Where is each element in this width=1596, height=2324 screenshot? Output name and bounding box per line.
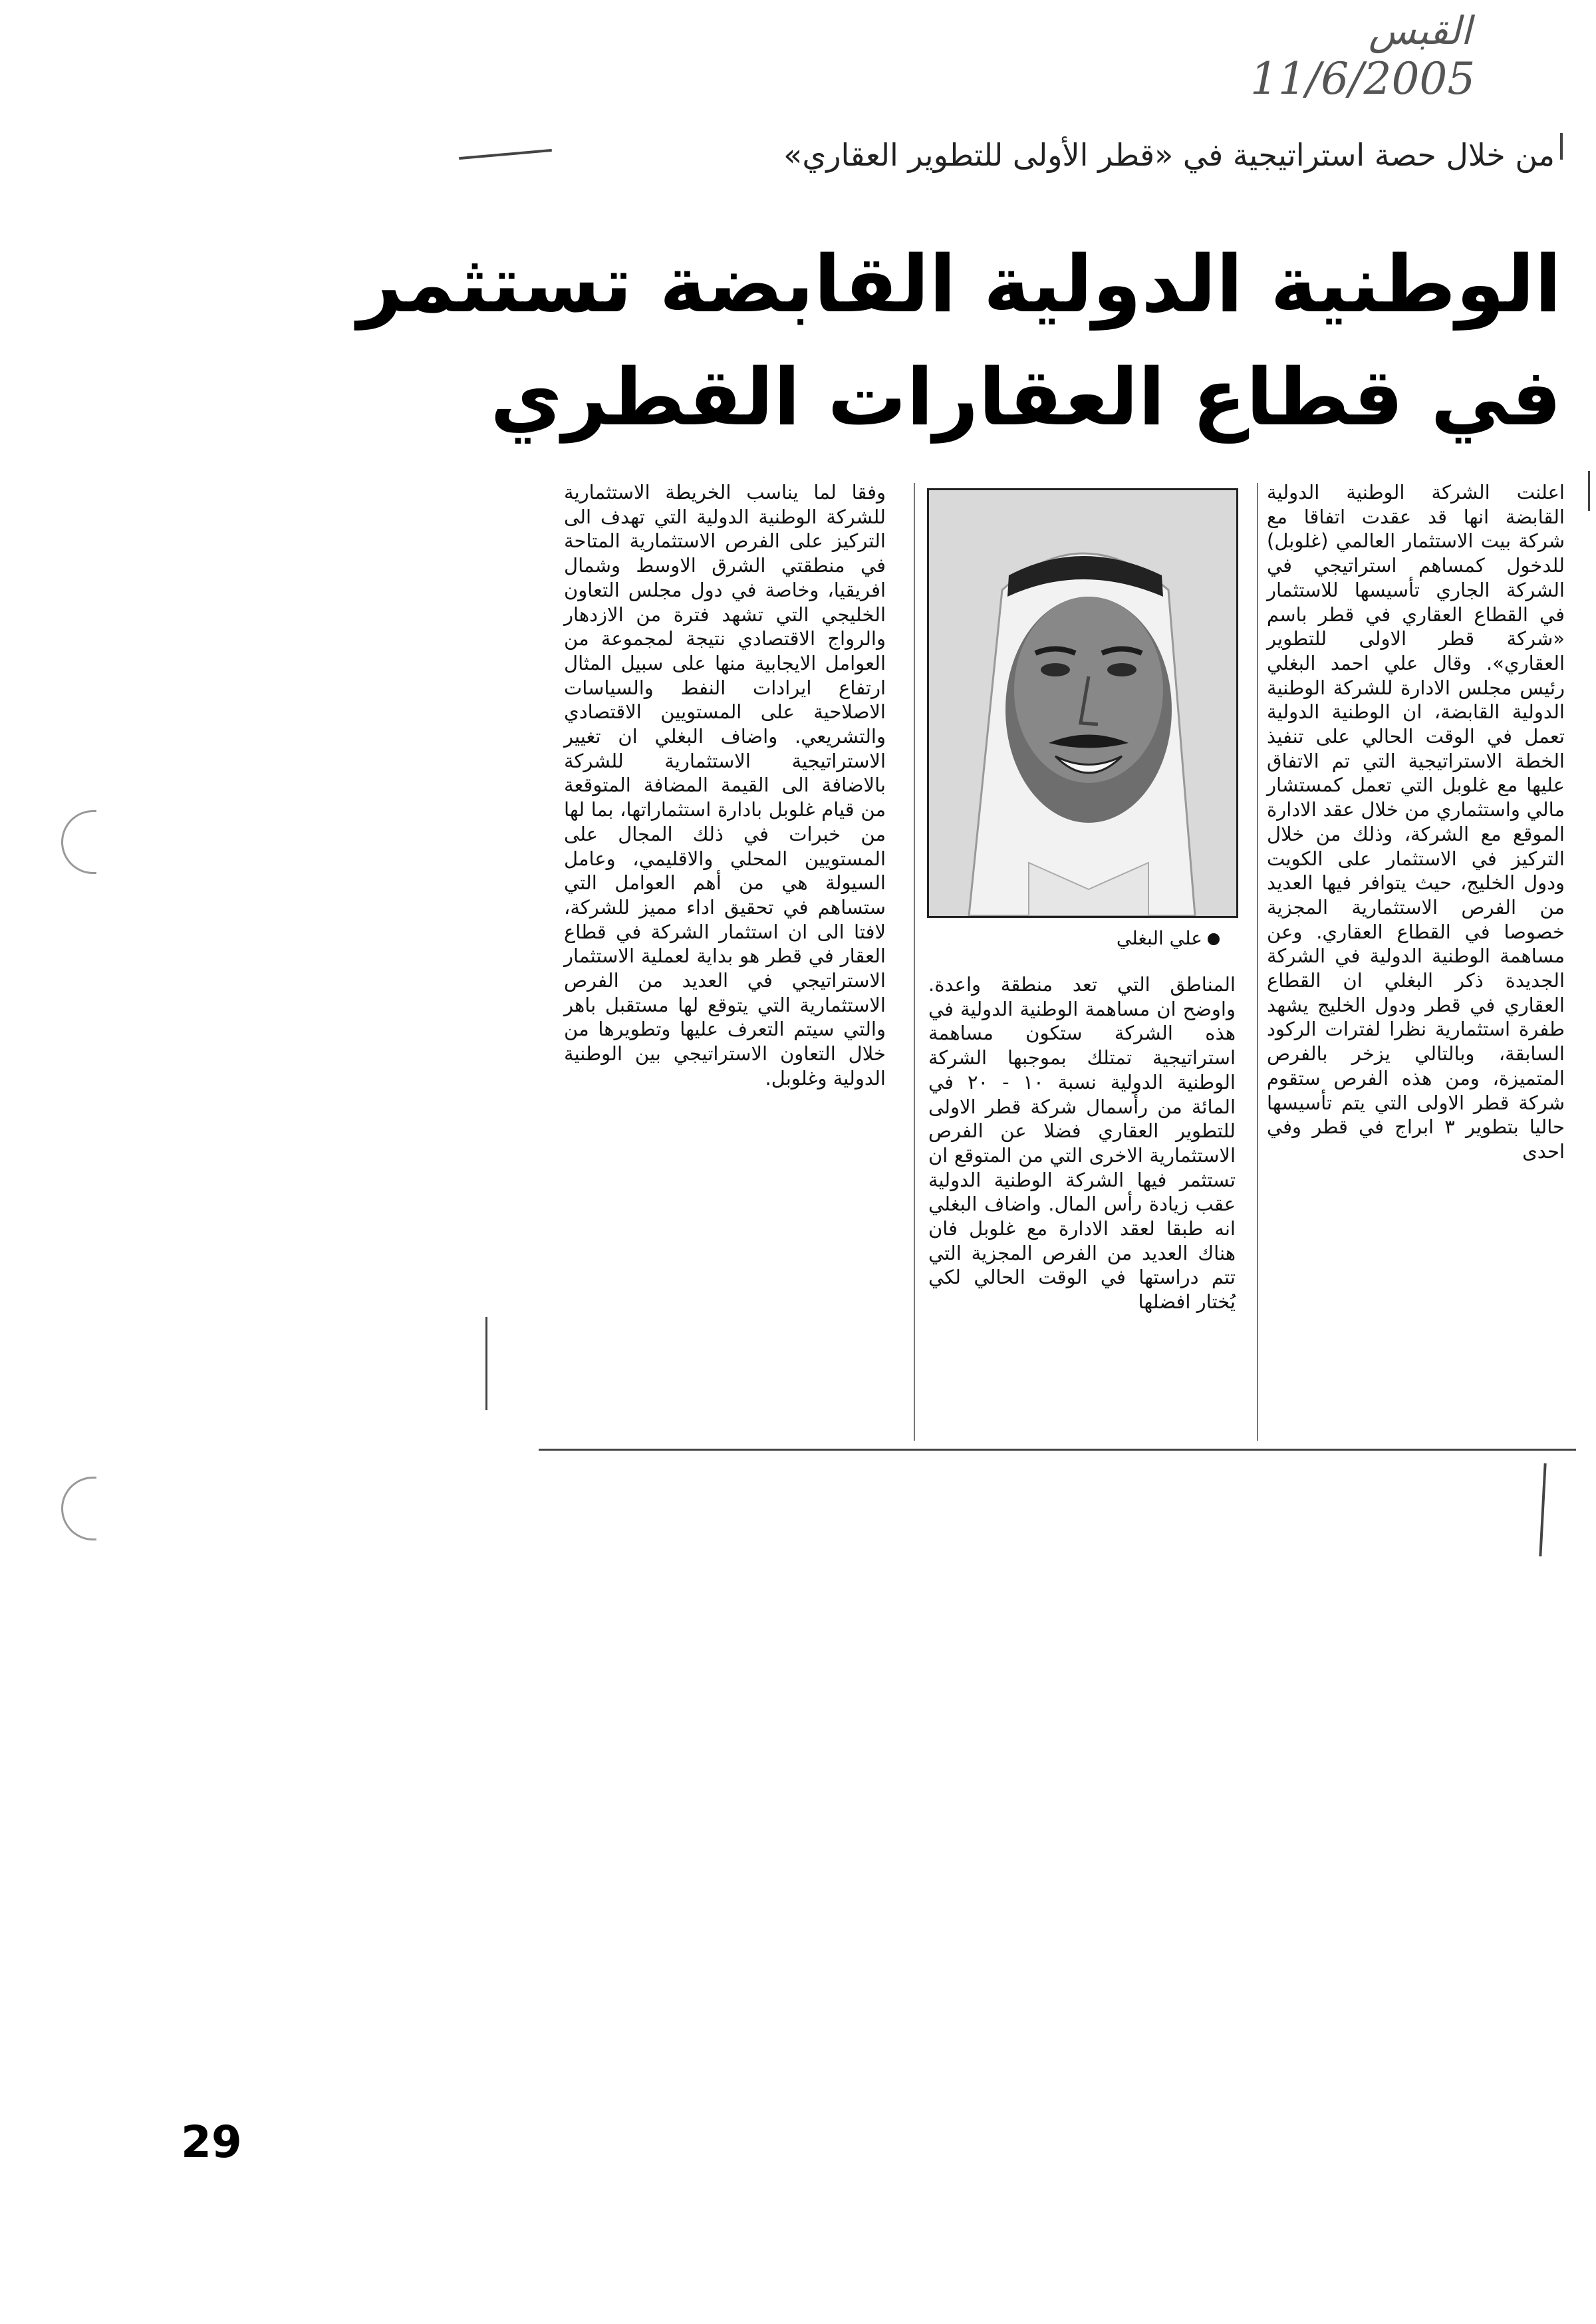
handwritten-date: 11/6/2005 xyxy=(1250,53,1476,104)
page-number: 29 xyxy=(181,2116,242,2168)
portrait-photo xyxy=(927,488,1238,918)
photo-caption-text: علي البغلي xyxy=(1116,927,1202,949)
article-column-left-text: وفقا لما يناسب الخريطة الاستثمارية للشركة الوطنية الدولية التي تهدف الى التركيز على الفرص الاستثمارية المتاحة في منطقتي الشرق الاوسط وشمال افريقيا، وخاصة في دول مجلس التعاون الخليجي التي تشهد فترة من الازدهار والرواج الاقتصادي نتيجة لمجموعة من العوامل الايجابية منها على سبيل المثال ارتفاع ايرادات النفط والسياسات الاصلاحية على المستويين الاقتصادي والتشريعي. واضاف البغلي ان تغيير الاستراتيجية الاستثمارية للشركة بالاضافة الى القيمة المضافة المتوقعة من قيام غلوبل بادارة استثماراتها، بما لها من خبرات في ذلك المجال على المستويين المحلي والاقليمي، وعامل السيولة هي من أهم العوامل التي ستساهم في تحقيق اداء مميز للشركة، لافتا الى ان استثمار الشركة في قطاع العقار في قطر هو بداية لعملية الاستثمار الاستراتيجي في العديد من الفرص الاستثمارية التي يتوقع لها مستقبل باهر والتي سيتم التعرف عليها وتطويرها من خلال التعاون الاستراتيجي بين الوطنية الدولية وغلوبل. xyxy=(564,481,886,1089)
column-rule-right xyxy=(1257,483,1258,1441)
article-column-right xyxy=(1267,480,1565,1439)
handwritten-source: القبس xyxy=(1369,8,1472,53)
margin-marker xyxy=(1588,471,1590,511)
hand-stroke-left-margin xyxy=(485,1317,487,1410)
article-bottom-rule xyxy=(539,1449,1576,1451)
article-column-middle-text: المناطق التي تعد منطقة واعدة. واوضح ان مساهمة الوطنية الدولية في هذه الشركة ستكون مساهمة استراتيجية تمتلك بموجبها الشركة الوطنية الدولية نسبة ١٠ - ٢٠ في المائة من رأسمال شركة قطر الاولى للتطوير العقاري فضلا عن الفرص الاستثمارية الاخرى التي من المتوقع ان تستثمر فيها الشركة الوطنية الدولية عقب زيادة رأس المال. واضاف البغلي انه طبقا لعقد الادارة مع غلوبل فان هناك العديد من الفرص المجزية التي تتم دراستها في الوقت الحالي لكي يُختار افضلها xyxy=(928,973,1236,1314)
portrait-image xyxy=(929,490,1236,916)
article-column-left xyxy=(564,480,886,1439)
kicker: من خلال حصة استراتيجية في «قطر الأولى للتطوير العقاري» xyxy=(783,137,1555,173)
article-column-right-text: اعلنت الشركة الوطنية الدولية القابضة انها قد عقدت اتفاقا مع شركة بيت الاستثمار العالمي (غلوبل) للدخول كمساهم استراتيجي في الشركة الجاري تأسيسها للاستثمار في القطاع العقاري في قطر باسم «شركة قطر الاولى للتطوير العقاري». وقال علي احمد البغلي رئيس مجلس الادارة للشركة الوطنية الدولية القابضة، ان الوطنية الدولية تعمل في الوقت الحالي على تنفيذ الخطة الاستراتيجية التي تم الاتفاق عليها مع غلوبل التي تعمل كمستشار مالي واستثماري من خلال عقد الادارة الموقع مع الشركة، وذلك من خلال التركيز في الاستثمار على الكويت ودول الخليج، حيث يتوافر فيها العديد من الفرص الاستثمارية المجزية خصوصا في القطاع العقاري. وعن مساهمة الوطنية الدولية في الشركة الجديدة ذكر البغلي ان القطاع العقاري في قطر ودول الخليج يشهد طفرة استثمارية نظرا لفترات الركود السابقة، وبالتالي يزخر بالفرص المتميزة، ومن هذه الفرص ستقوم شركة قطر الاولى التي يتم تأسيسها حاليا بتطوير ٣ ابراج في قطر وفي احدى xyxy=(1267,481,1565,1163)
headline-line-1: الوطنية الدولية القابضة تستثمر xyxy=(357,238,1561,330)
caption-bullet-icon xyxy=(1208,933,1220,945)
hand-stroke-top-right xyxy=(1560,133,1563,160)
punch-hole-top xyxy=(61,810,96,874)
hand-stroke-bottom xyxy=(1539,1463,1546,1556)
column-rule-left xyxy=(914,483,915,1441)
hand-stroke-top-left xyxy=(459,149,552,160)
headline-line-2: في قطاع العقارات القطري xyxy=(490,351,1561,443)
photo-caption xyxy=(1117,927,1220,949)
article-column-middle xyxy=(928,972,1236,1438)
punch-hole-bottom xyxy=(61,1477,96,1540)
